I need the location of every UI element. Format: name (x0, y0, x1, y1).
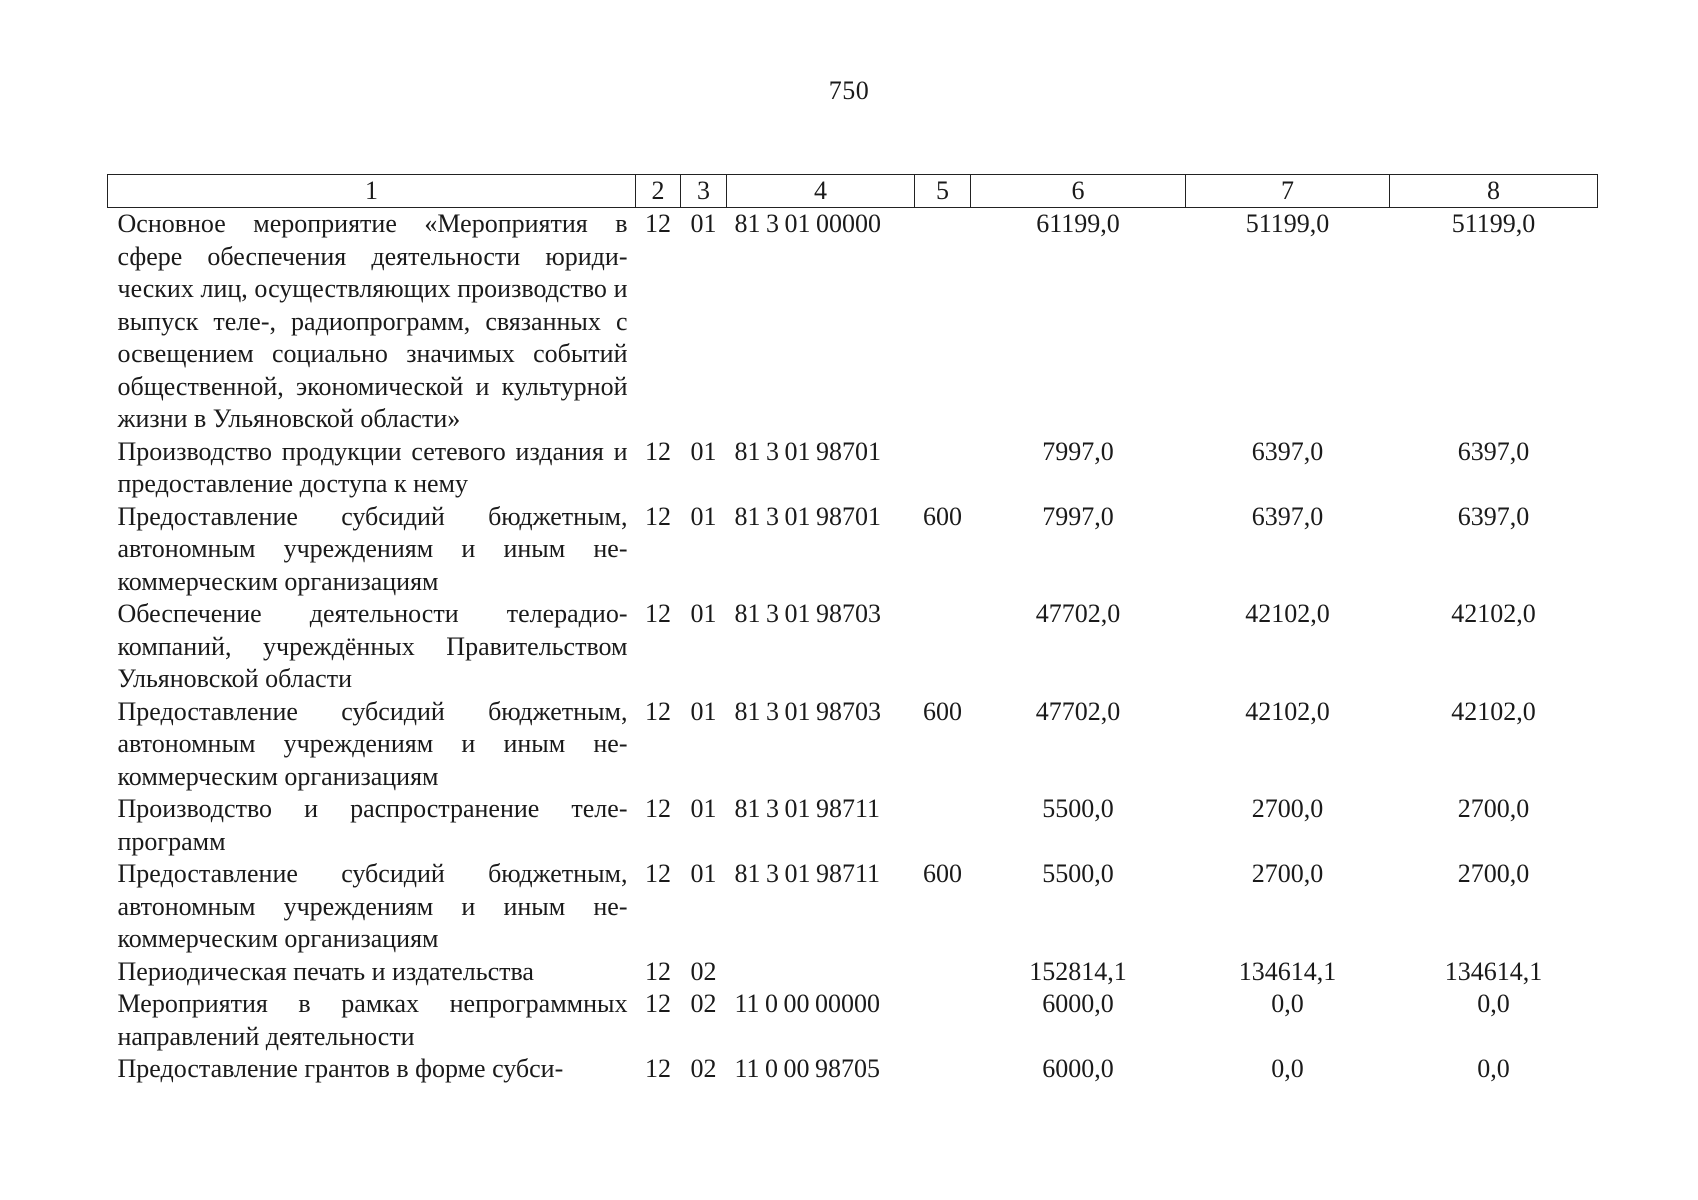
header-col-1: 1 (108, 175, 636, 208)
budget-table-container (107, 174, 1597, 1086)
header-col-8: 8 (1390, 175, 1598, 208)
header-col-4: 4 (727, 175, 915, 208)
row-amount-col8: 42102,0 (1451, 696, 1536, 726)
row-amount-col7: 6397,0 (1251, 436, 1324, 466)
row-section: 12 (645, 859, 671, 888)
row-amount-col6: 7997,0 (1042, 501, 1114, 531)
row-expense-type: 600 (923, 859, 962, 888)
table-row (108, 988, 1598, 1053)
table-row (108, 858, 1598, 956)
row-amount-col6: 47702,0 (1035, 599, 1121, 628)
row-target-article: 81 3 01 98711 (734, 794, 881, 823)
row-expense-type: 600 (923, 696, 962, 726)
row-target-article: 81 3 01 00000 (734, 209, 881, 238)
row-expense-type: 600 (923, 501, 962, 531)
header-col-6: 6 (971, 175, 1186, 208)
row-amount-col8: 2700,0 (1457, 794, 1530, 823)
row-expense-type (915, 436, 971, 501)
row-amount-col6: 5500,0 (1042, 794, 1114, 823)
table-row (108, 1053, 1598, 1086)
page-number: 750 (828, 76, 870, 105)
row-subsection: 02 (690, 956, 717, 986)
row-section: 12 (645, 956, 671, 986)
row-expense-type (915, 598, 971, 696)
table-row (108, 208, 1598, 436)
row-name: Производство продукции сетевого издания и предоставление доступа к нему (117, 436, 628, 498)
row-expense-type (915, 988, 971, 1053)
row-subsection: 02 (690, 1054, 717, 1083)
row-subsection: 01 (690, 209, 717, 238)
row-target-article (727, 956, 915, 989)
row-target-article: 81 3 01 98703 (734, 696, 881, 726)
row-subsection: 01 (690, 794, 717, 823)
row-amount-col7: 2700,0 (1251, 794, 1324, 823)
row-name: Мероприятия в рамках непрограммных направлений деятельности (117, 989, 628, 1051)
row-amount-col7: 134614,1 (1238, 956, 1337, 986)
row-subsection: 01 (690, 599, 717, 628)
row-section: 12 (645, 599, 671, 628)
row-amount-col8: 51199,0 (1451, 209, 1536, 238)
row-expense-type (915, 208, 971, 436)
row-name: Основное мероприятие «Мероприятия в сфере обеспечения деятельности юридических лиц, осуществляющих производство и выпуск теле-, радиопрограмм, связанных с освещением социально значимых событий общественной, экономической и культурной жизни в Ульяновской области» (117, 209, 628, 433)
row-amount-col8: 42102,0 (1451, 599, 1536, 628)
header-row (108, 175, 1598, 208)
row-subsection: 02 (690, 989, 717, 1018)
table-body (108, 208, 1598, 1086)
row-amount-col7: 0,0 (1271, 1054, 1304, 1083)
row-name: Производство и распространение телепрограмм (117, 794, 628, 856)
row-name: Предоставление грантов в форме субси- (117, 1054, 564, 1083)
row-section: 12 (645, 794, 671, 823)
row-name: Предоставление субсидий бюджетным, автономным учреждениям и иным некоммерческим организациям (117, 859, 628, 953)
header-col-5: 5 (915, 175, 971, 208)
row-target-article: 11 0 00 00000 (734, 989, 881, 1018)
row-amount-col8: 134614,1 (1444, 956, 1543, 986)
row-amount-col8: 2700,0 (1457, 859, 1530, 888)
row-amount-col6: 6000,0 (1042, 989, 1114, 1018)
row-amount-col7: 51199,0 (1245, 209, 1330, 238)
row-amount-col8: 0,0 (1477, 989, 1510, 1018)
row-expense-type (915, 793, 971, 858)
row-expense-type (915, 956, 971, 989)
row-section: 12 (645, 436, 671, 466)
row-amount-col7: 42102,0 (1245, 599, 1330, 628)
table-row (108, 501, 1598, 599)
row-subsection: 01 (690, 859, 717, 888)
row-amount-col7: 42102,0 (1245, 696, 1330, 726)
table-row (108, 956, 1598, 989)
row-amount-col7: 0,0 (1271, 989, 1304, 1018)
budget-table (107, 174, 1598, 1086)
table-row (108, 598, 1598, 696)
row-subsection: 01 (690, 436, 717, 466)
row-name: Предоставление субсидий бюджетным, автономным учреждениям и иным некоммерческим организациям (117, 696, 628, 791)
row-target-article: 81 3 01 98701 (734, 436, 881, 466)
row-target-article: 81 3 01 98703 (734, 599, 881, 628)
row-name: Предоставление субсидий бюджетным, автономным учреждениям и иным некоммерческим организациям (117, 501, 628, 596)
row-amount-col6: 152814,1 (1029, 956, 1127, 986)
header-col-7: 7 (1186, 175, 1390, 208)
row-amount-col6: 47702,0 (1035, 696, 1121, 726)
row-amount-col8: 0,0 (1477, 1054, 1510, 1083)
row-section: 12 (645, 209, 671, 238)
row-section: 12 (645, 501, 671, 531)
row-amount-col7: 2700,0 (1251, 859, 1324, 888)
row-amount-col6: 7997,0 (1042, 436, 1114, 466)
row-amount-col6: 6000,0 (1042, 1054, 1114, 1083)
row-section: 12 (645, 696, 671, 726)
header-col-2: 2 (636, 175, 681, 208)
row-target-article: 11 0 00 98705 (734, 1054, 881, 1083)
row-subsection: 01 (690, 696, 717, 726)
row-amount-col6: 61199,0 (1036, 209, 1120, 238)
row-section: 12 (645, 989, 671, 1018)
row-amount-col6: 5500,0 (1042, 859, 1114, 888)
table-row (108, 436, 1598, 501)
row-section: 12 (645, 1054, 671, 1083)
row-target-article: 81 3 01 98711 (734, 859, 881, 888)
row-amount-col8: 6397,0 (1457, 501, 1530, 531)
row-name: Обеспечение деятельности телерадиокомпаний, учреждённых Правительством Ульяновской области (117, 599, 628, 693)
table-header (108, 175, 1598, 208)
row-expense-type (915, 1053, 971, 1086)
row-amount-col8: 6397,0 (1457, 436, 1530, 466)
table-row (108, 793, 1598, 858)
row-target-article: 81 3 01 98701 (734, 501, 881, 531)
row-amount-col7: 6397,0 (1251, 501, 1324, 531)
row-name: Периодическая печать и издательства (117, 956, 534, 986)
row-subsection: 01 (690, 501, 717, 531)
table-row (108, 696, 1598, 794)
header-col-3: 3 (681, 175, 727, 208)
